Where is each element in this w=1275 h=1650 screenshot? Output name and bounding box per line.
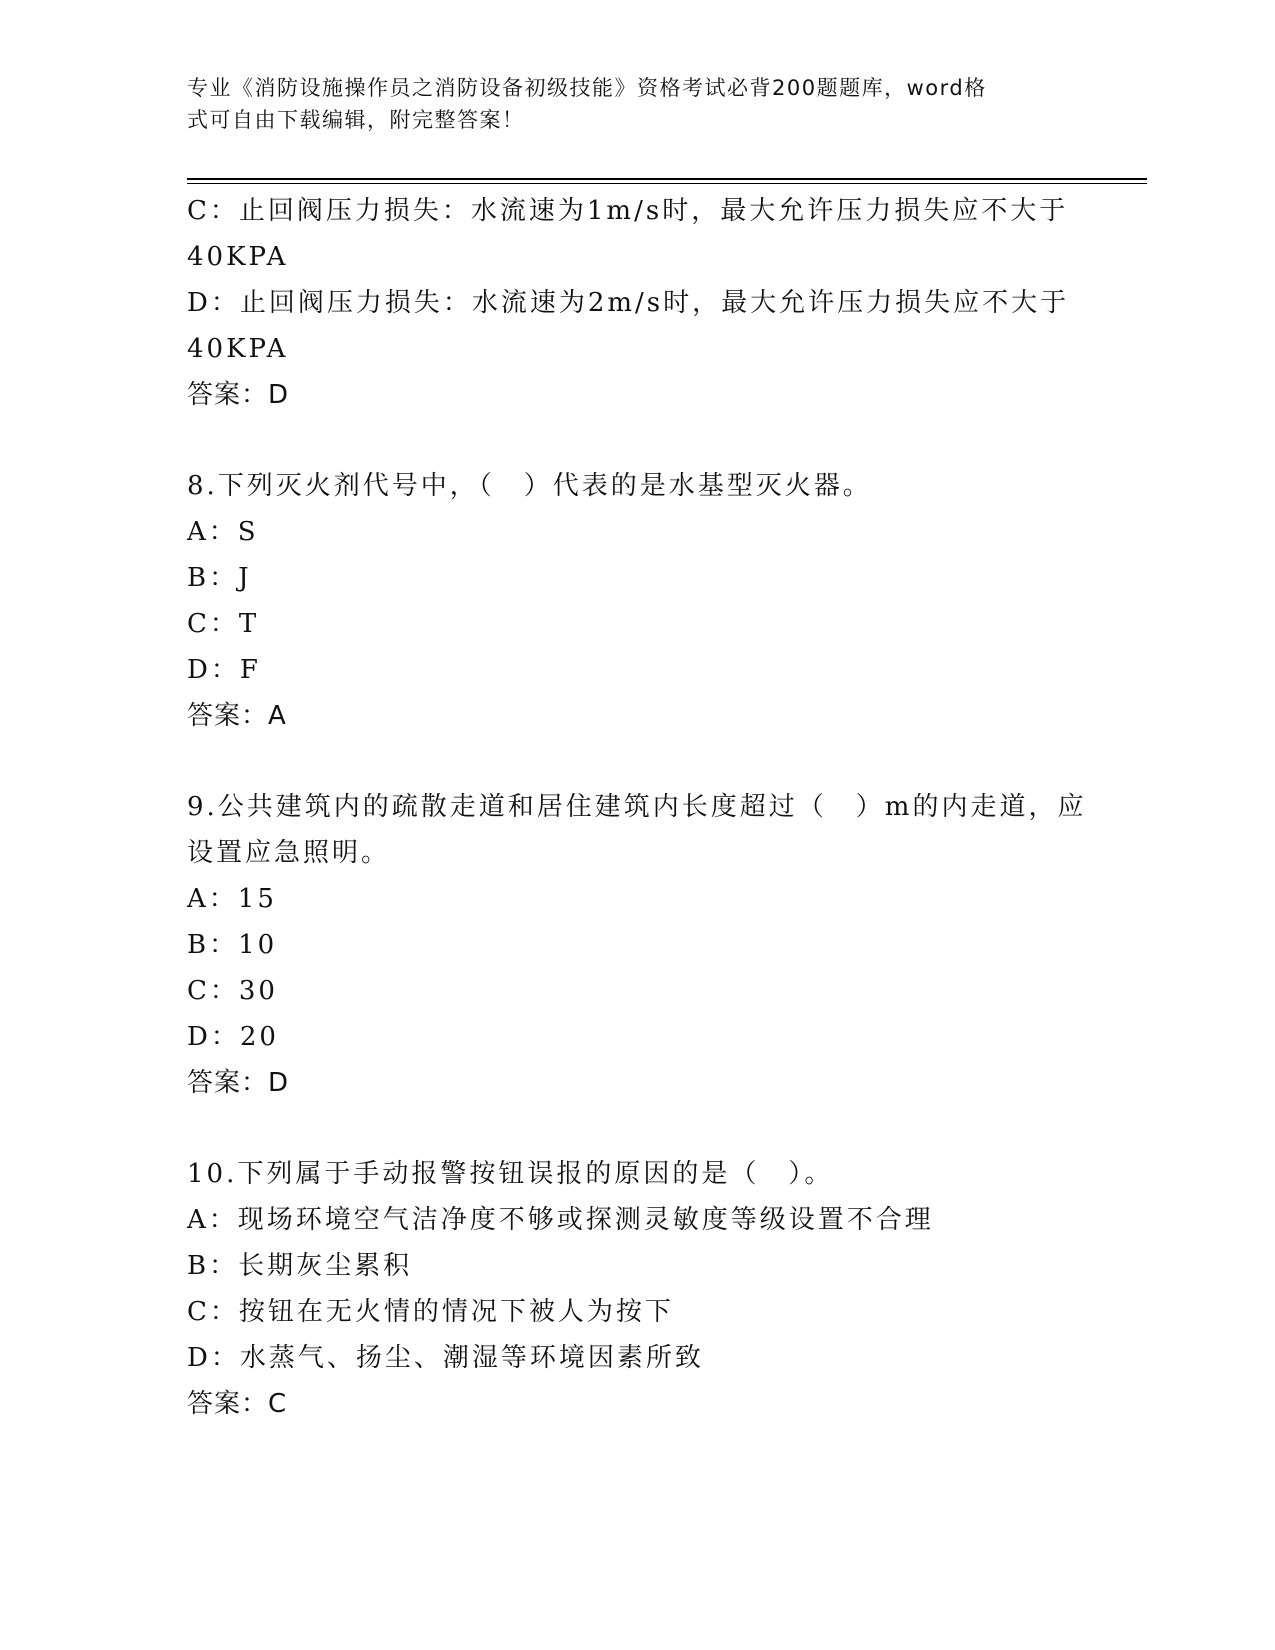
option-d-line-1: D：止回阀压力损失：水流速为2m/s时，最大允许压力损失应不大于 bbox=[187, 288, 1070, 318]
question-8 bbox=[187, 463, 1087, 739]
question-10 bbox=[187, 1151, 1087, 1427]
option-d-line-2: 40KPA bbox=[187, 334, 289, 364]
option-b: B：J bbox=[187, 563, 252, 593]
question-7-fragment bbox=[187, 188, 1087, 418]
question-stem: 8.下列灭火剂代号中，（ ）代表的是水基型灭火器。 bbox=[187, 471, 872, 501]
answer: 答案：D bbox=[187, 1068, 290, 1098]
question-9 bbox=[187, 784, 1087, 1106]
option-b: B：长期灰尘累积 bbox=[187, 1251, 413, 1281]
option-d: D：水蒸气、扬尘、潮湿等环境因素所致 bbox=[187, 1343, 704, 1373]
option-c: C：T bbox=[187, 609, 260, 639]
document-body bbox=[187, 188, 1087, 1427]
option-c: C：30 bbox=[187, 976, 278, 1006]
header-line-1: 专业《消防设施操作员之消防设备初级技能》资格考试必背200题题库，word格 bbox=[187, 76, 987, 100]
answer: 答案：A bbox=[187, 701, 287, 731]
page-header bbox=[187, 72, 1067, 136]
header-divider-thick bbox=[187, 178, 1147, 180]
option-b: B：10 bbox=[187, 930, 278, 960]
header-line-2: 式可自由下载编辑，附完整答案！ bbox=[187, 108, 525, 132]
question-stem-continued: 设置应急照明。 bbox=[187, 838, 391, 868]
option-a: A：S bbox=[187, 517, 259, 547]
header-divider-thin bbox=[187, 183, 1147, 184]
answer: 答案：D bbox=[187, 380, 290, 410]
option-d: D：20 bbox=[187, 1022, 279, 1052]
answer: 答案：C bbox=[187, 1389, 288, 1419]
option-a: A：15 bbox=[187, 884, 277, 914]
question-stem: 10.下列属于手动报警按钮误报的原因的是（ ）。 bbox=[187, 1159, 834, 1189]
option-c-line-2: 40KPA bbox=[187, 242, 289, 272]
option-a: A：现场环境空气洁净度不够或探测灵敏度等级设置不合理 bbox=[187, 1205, 934, 1235]
option-c-line-1: C：止回阀压力损失：水流速为1m/s时，最大允许压力损失应不大于 bbox=[187, 196, 1069, 226]
question-stem: 9.公共建筑内的疏散走道和居住建筑内长度超过（ ）m的内走道，应 bbox=[187, 792, 1087, 822]
option-c: C：按钮在无火情的情况下被人为按下 bbox=[187, 1297, 674, 1327]
option-d: D：F bbox=[187, 655, 261, 685]
